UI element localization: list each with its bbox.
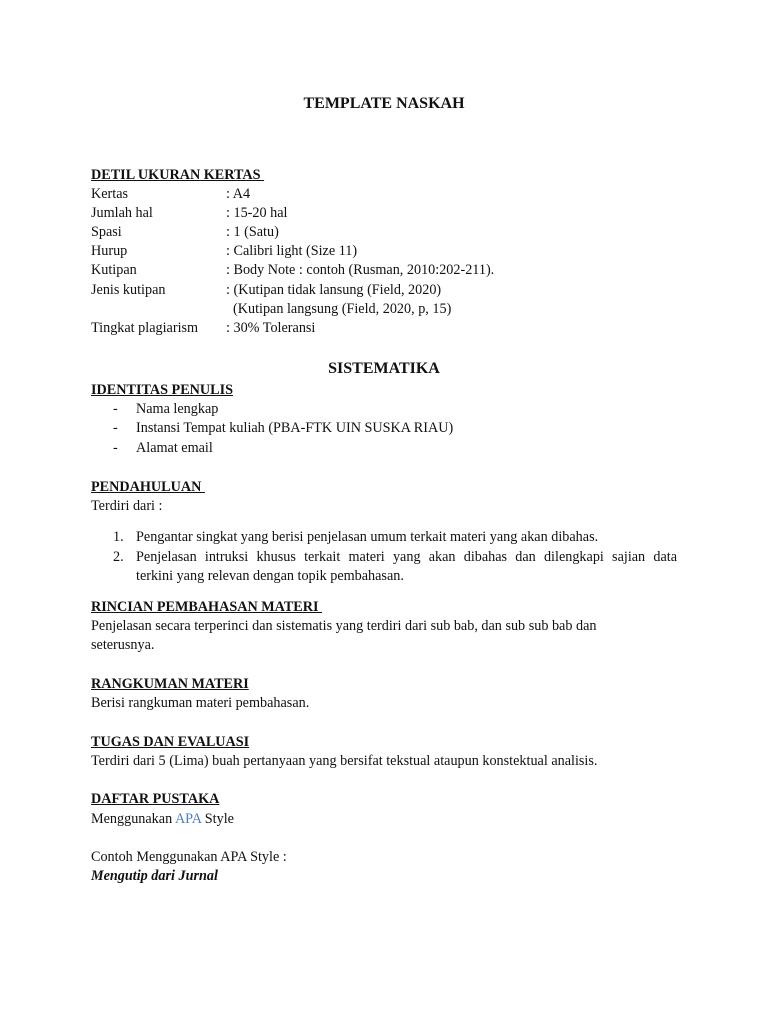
numbered-item-line: terkini yang relevan dengan topik pembahasan. [136, 568, 404, 584]
detail-value: : A4 [226, 186, 251, 202]
identitas-heading: IDENTITAS PENULIS [91, 382, 234, 398]
bullet-dash: - [113, 420, 118, 436]
detail-key: Jumlah hal [91, 205, 153, 221]
detail-value: : (Kutipan tidak lansung (Field, 2020) [226, 282, 442, 298]
detail-value: : Calibri light (Size 11) [226, 243, 358, 259]
numbered-item-line: Penjelasan intruksi khusus terkait materi yang akan dibahas dan dilengkapi sajian data [136, 549, 677, 565]
detail-key: Kutipan [91, 262, 137, 278]
sistematika-title: SISTEMATIKA [328, 360, 440, 377]
list-number: 1. [113, 529, 124, 545]
detail-value-continued: (Kutipan langsung (Field, 2020, p, 15) [233, 301, 452, 317]
rangkuman-heading: RANGKUMAN MATERI [91, 676, 249, 692]
bullet-dash: - [113, 401, 118, 417]
paper-details-heading: DETIL UKURAN KERTAS [91, 167, 265, 183]
rincian-text: Penjelasan secara terperinci dan sistematis yang terdiri dari sub bab, dan sub sub bab dan [91, 618, 597, 634]
detail-key: Hurup [91, 243, 128, 259]
pendahuluan-intro: Terdiri dari : [91, 498, 163, 514]
jurnal-subheading: Mengutip dari Jurnal [91, 868, 218, 884]
rangkuman-text: Berisi rangkuman materi pembahasan. [91, 695, 310, 711]
document-title: TEMPLATE NASKAH [303, 95, 465, 112]
apa-example-label: Contoh Menggunakan APA Style : [91, 849, 287, 865]
list-item: Nama lengkap [136, 401, 219, 417]
rincian-text: seterusnya. [91, 637, 155, 653]
detail-key: Kertas [91, 186, 129, 202]
tugas-text: Terdiri dari 5 (Lima) buah pertanyaan yang bersifat tekstual ataupun konstektual analisis. [91, 753, 598, 769]
detail-value: : 1 (Satu) [226, 224, 279, 240]
rincian-heading: RINCIAN PEMBAHASAN MATERI [91, 599, 323, 615]
detail-value: : 30% Toleransi [226, 320, 316, 336]
bullet-dash: - [113, 440, 118, 456]
pustaka-heading: DAFTAR PUSTAKA [91, 791, 220, 807]
detail-key: Tingkat plagiarism [91, 320, 199, 336]
detail-key: Jenis kutipan [91, 282, 166, 298]
pustaka-suffix: Style [201, 811, 234, 827]
pustaka-text [91, 810, 234, 829]
numbered-item: Pengantar singkat yang berisi penjelasan umum terkait materi yang akan dibahas. [136, 529, 599, 545]
detail-value: : Body Note : contoh (Rusman, 2010:202-211). [226, 262, 495, 278]
list-item: Alamat email [136, 440, 213, 456]
apa-link[interactable]: APA [174, 811, 202, 827]
pendahuluan-heading: PENDAHULUAN [91, 479, 205, 495]
detail-key: Spasi [91, 224, 122, 240]
pustaka-prefix: Menggunakan [91, 811, 175, 827]
tugas-heading: TUGAS DAN EVALUASI [91, 734, 250, 750]
list-item: Instansi Tempat kuliah (PBA-FTK UIN SUSKA RIAU) [136, 420, 454, 436]
detail-value: : 15-20 hal [226, 205, 288, 221]
list-number: 2. [113, 549, 124, 565]
